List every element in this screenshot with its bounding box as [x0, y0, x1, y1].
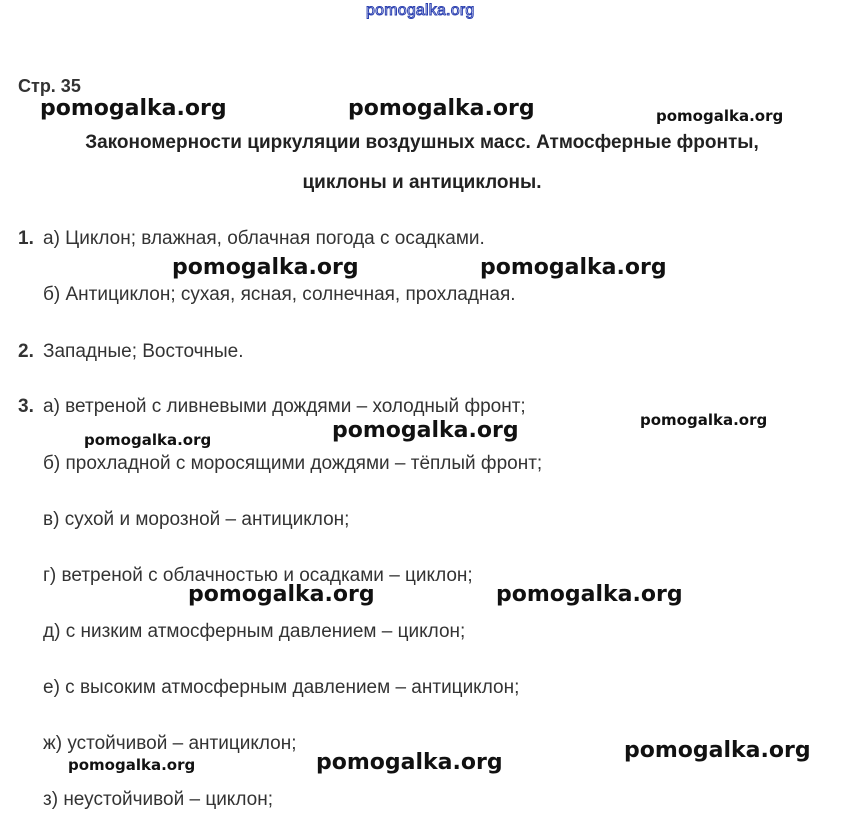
question-1-answer-a: а) Циклон; влажная, облачная погода с осадками.: [43, 228, 485, 249]
watermark: pomogalka.org: [316, 750, 503, 775]
question-3-answer-item: б) прохладной с моросящими дождями – тёплый фронт;: [43, 453, 543, 474]
question-3-number: 3.: [18, 396, 34, 417]
watermark: pomogalka.org: [496, 582, 683, 607]
question-3-answer-item: е) с высоким атмосферным давлением – антициклон;: [43, 677, 520, 698]
watermark: pomogalka.org: [656, 107, 784, 125]
question-3-answer-item: ж) устойчивой – антициклон;: [43, 733, 297, 754]
question-3-answer-item: г) ветреной с облачностью и осадками – циклон;: [43, 565, 473, 586]
watermark: pomogalka.org: [332, 418, 519, 443]
watermark: pomogalka.org: [84, 431, 212, 449]
question-2-number: 2.: [18, 341, 34, 362]
question-1-answer-b: б) Антициклон; сухая, ясная, солнечная, прохладная.: [43, 284, 516, 305]
question-3-answer-item: д) с низким атмосферным давлением – циклон;: [43, 621, 466, 642]
question-2-answer: Западные; Восточные.: [43, 341, 244, 362]
page-number-label: Стр. 35: [18, 76, 81, 96]
site-mark: pomogalka.org: [366, 2, 475, 19]
question-3-answer-item: в) сухой и морозной – антициклон;: [43, 509, 350, 530]
watermark: pomogalka.org: [172, 255, 359, 280]
watermark: pomogalka.org: [68, 756, 196, 774]
watermark: pomogalka.org: [40, 96, 227, 121]
page-title-line-1: Закономерности циркуляции воздушных масс. Атмосферные фронты,: [85, 132, 759, 153]
watermark: pomogalka.org: [188, 582, 375, 607]
watermark: pomogalka.org: [640, 411, 768, 429]
question-3-answer-item: а) ветреной с ливневыми дождями – холодный фронт;: [43, 396, 526, 417]
page-title-line-2: циклоны и антициклоны.: [302, 172, 542, 193]
question-1-number: 1.: [18, 228, 34, 249]
watermark: pomogalka.org: [348, 96, 535, 121]
watermark: pomogalka.org: [480, 255, 667, 280]
watermark: pomogalka.org: [624, 738, 811, 763]
question-3-answer-item: з) неустойчивой – циклон;: [43, 789, 273, 810]
